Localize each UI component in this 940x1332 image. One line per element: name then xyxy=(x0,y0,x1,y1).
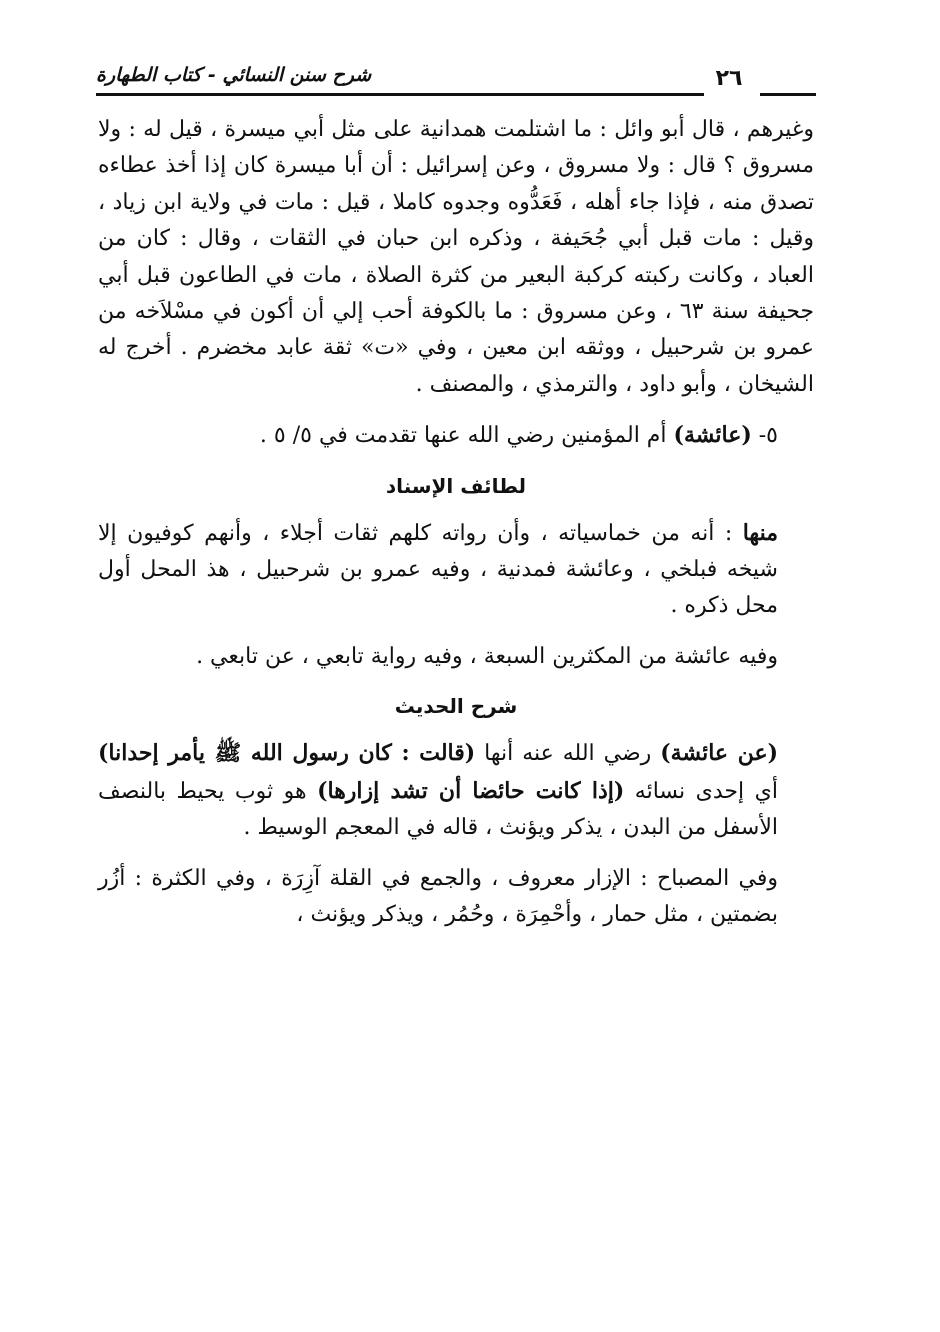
section-heading-isnad: لطائف الإسناد xyxy=(385,473,527,498)
hadith-text-3: هو ثوب يحيط بالنصف الأسفل من البدن ، يذكر ويؤنث ، قاله في المعجم الوسيط . xyxy=(98,778,778,841)
hadith-text-2: أي إحدى نسائه xyxy=(624,778,778,804)
header-rule xyxy=(96,93,704,96)
page-body xyxy=(98,112,814,933)
hadith-quote-3: (إذا كانت حائضا أن تشد إزارها) xyxy=(317,777,625,804)
paragraph-misbah-definition: وفي المصباح : الإزار معروف ، والجمع في القلة آزِرَة ، وفي الكثرة : أزُر بضمتين ، مثل حمار ، وأحْمِرَة ، وحُمُر ، ويذكر ويؤنث ، xyxy=(98,865,778,927)
isnad-text: : أنه من خماسياته ، وأن رواته كلهم ثقات أجلاء ، وأنهم كوفيون إلا شيخه فبلخي ، وعائشة فمدنية ، وفيه عمرو بن شرحبيل ، هذ المحل أول محل ذكره . xyxy=(98,520,778,619)
header-rule-short xyxy=(760,93,816,96)
paragraph-narrator-biography: وغيرهم ، قال أبو وائل : ما اشتلمت همدانية على مثل أبي ميسرة ، قيل له : ولا مسروق ؟ قال : ولا مسروق ، وعن إسرائيل : أن أبا ميسرة كان إذا أخذ عطاءه تصدق منه ، فإذا جاء أهله ، فَعَدُّوه وجدوه كاملا ، قيل : مات في ولاية ابن زياد ، وقيل : مات قبل أبي جُحَيفة ، وذكره ابن حبان في الثقات ، وقال : كان من العباد ، وكانت ركبته كركبة البعير من كثرة الصلاة ، مات في الطاعون قبل أبي جحيفة سنة ٦٣ ، وعن مسروق : ما بالكوفة أحب إلي أن أكون في مسْلاَخه من عمرو بن شرحبيل ، ووثقه ابن معين ، وفي «ت» ثقة عابد مخضرم . أخرج له الشيخان ، وأبو داود ، والترمذي ، والمصنف . xyxy=(98,117,814,397)
page-header xyxy=(96,62,816,102)
running-title: شرح سنن النسائي - كتاب الطهارة xyxy=(96,64,372,86)
paragraph-isnad-features xyxy=(98,515,814,625)
lead-word: منها xyxy=(742,519,778,546)
paragraph-hadith-text xyxy=(98,735,814,846)
item-number: ٥- xyxy=(751,423,778,449)
page-number: ٢٦ xyxy=(715,66,743,91)
paragraph-isnad-aisha: وفيه عائشة من المكثرين السبعة ، وفيه رواية تابعي ، عن تابعي . xyxy=(196,643,778,669)
hadith-quote-1: (عن عائشة) xyxy=(660,740,778,767)
paragraph-narrator-aisha xyxy=(98,417,814,454)
narrator-note: أم المؤمنين رضي الله عنها تقدمت في ٥/ ٥ . xyxy=(259,423,674,449)
hadith-quote-2: (قالت : كان رسول الله ﷺ يأمر إحدانا) xyxy=(98,740,476,767)
narrator-name: (عائشة) xyxy=(673,422,752,449)
section-heading-hadith-commentary: شرح الحديث xyxy=(394,694,518,719)
hadith-text-1: رضي الله عنه أنها xyxy=(475,741,661,767)
